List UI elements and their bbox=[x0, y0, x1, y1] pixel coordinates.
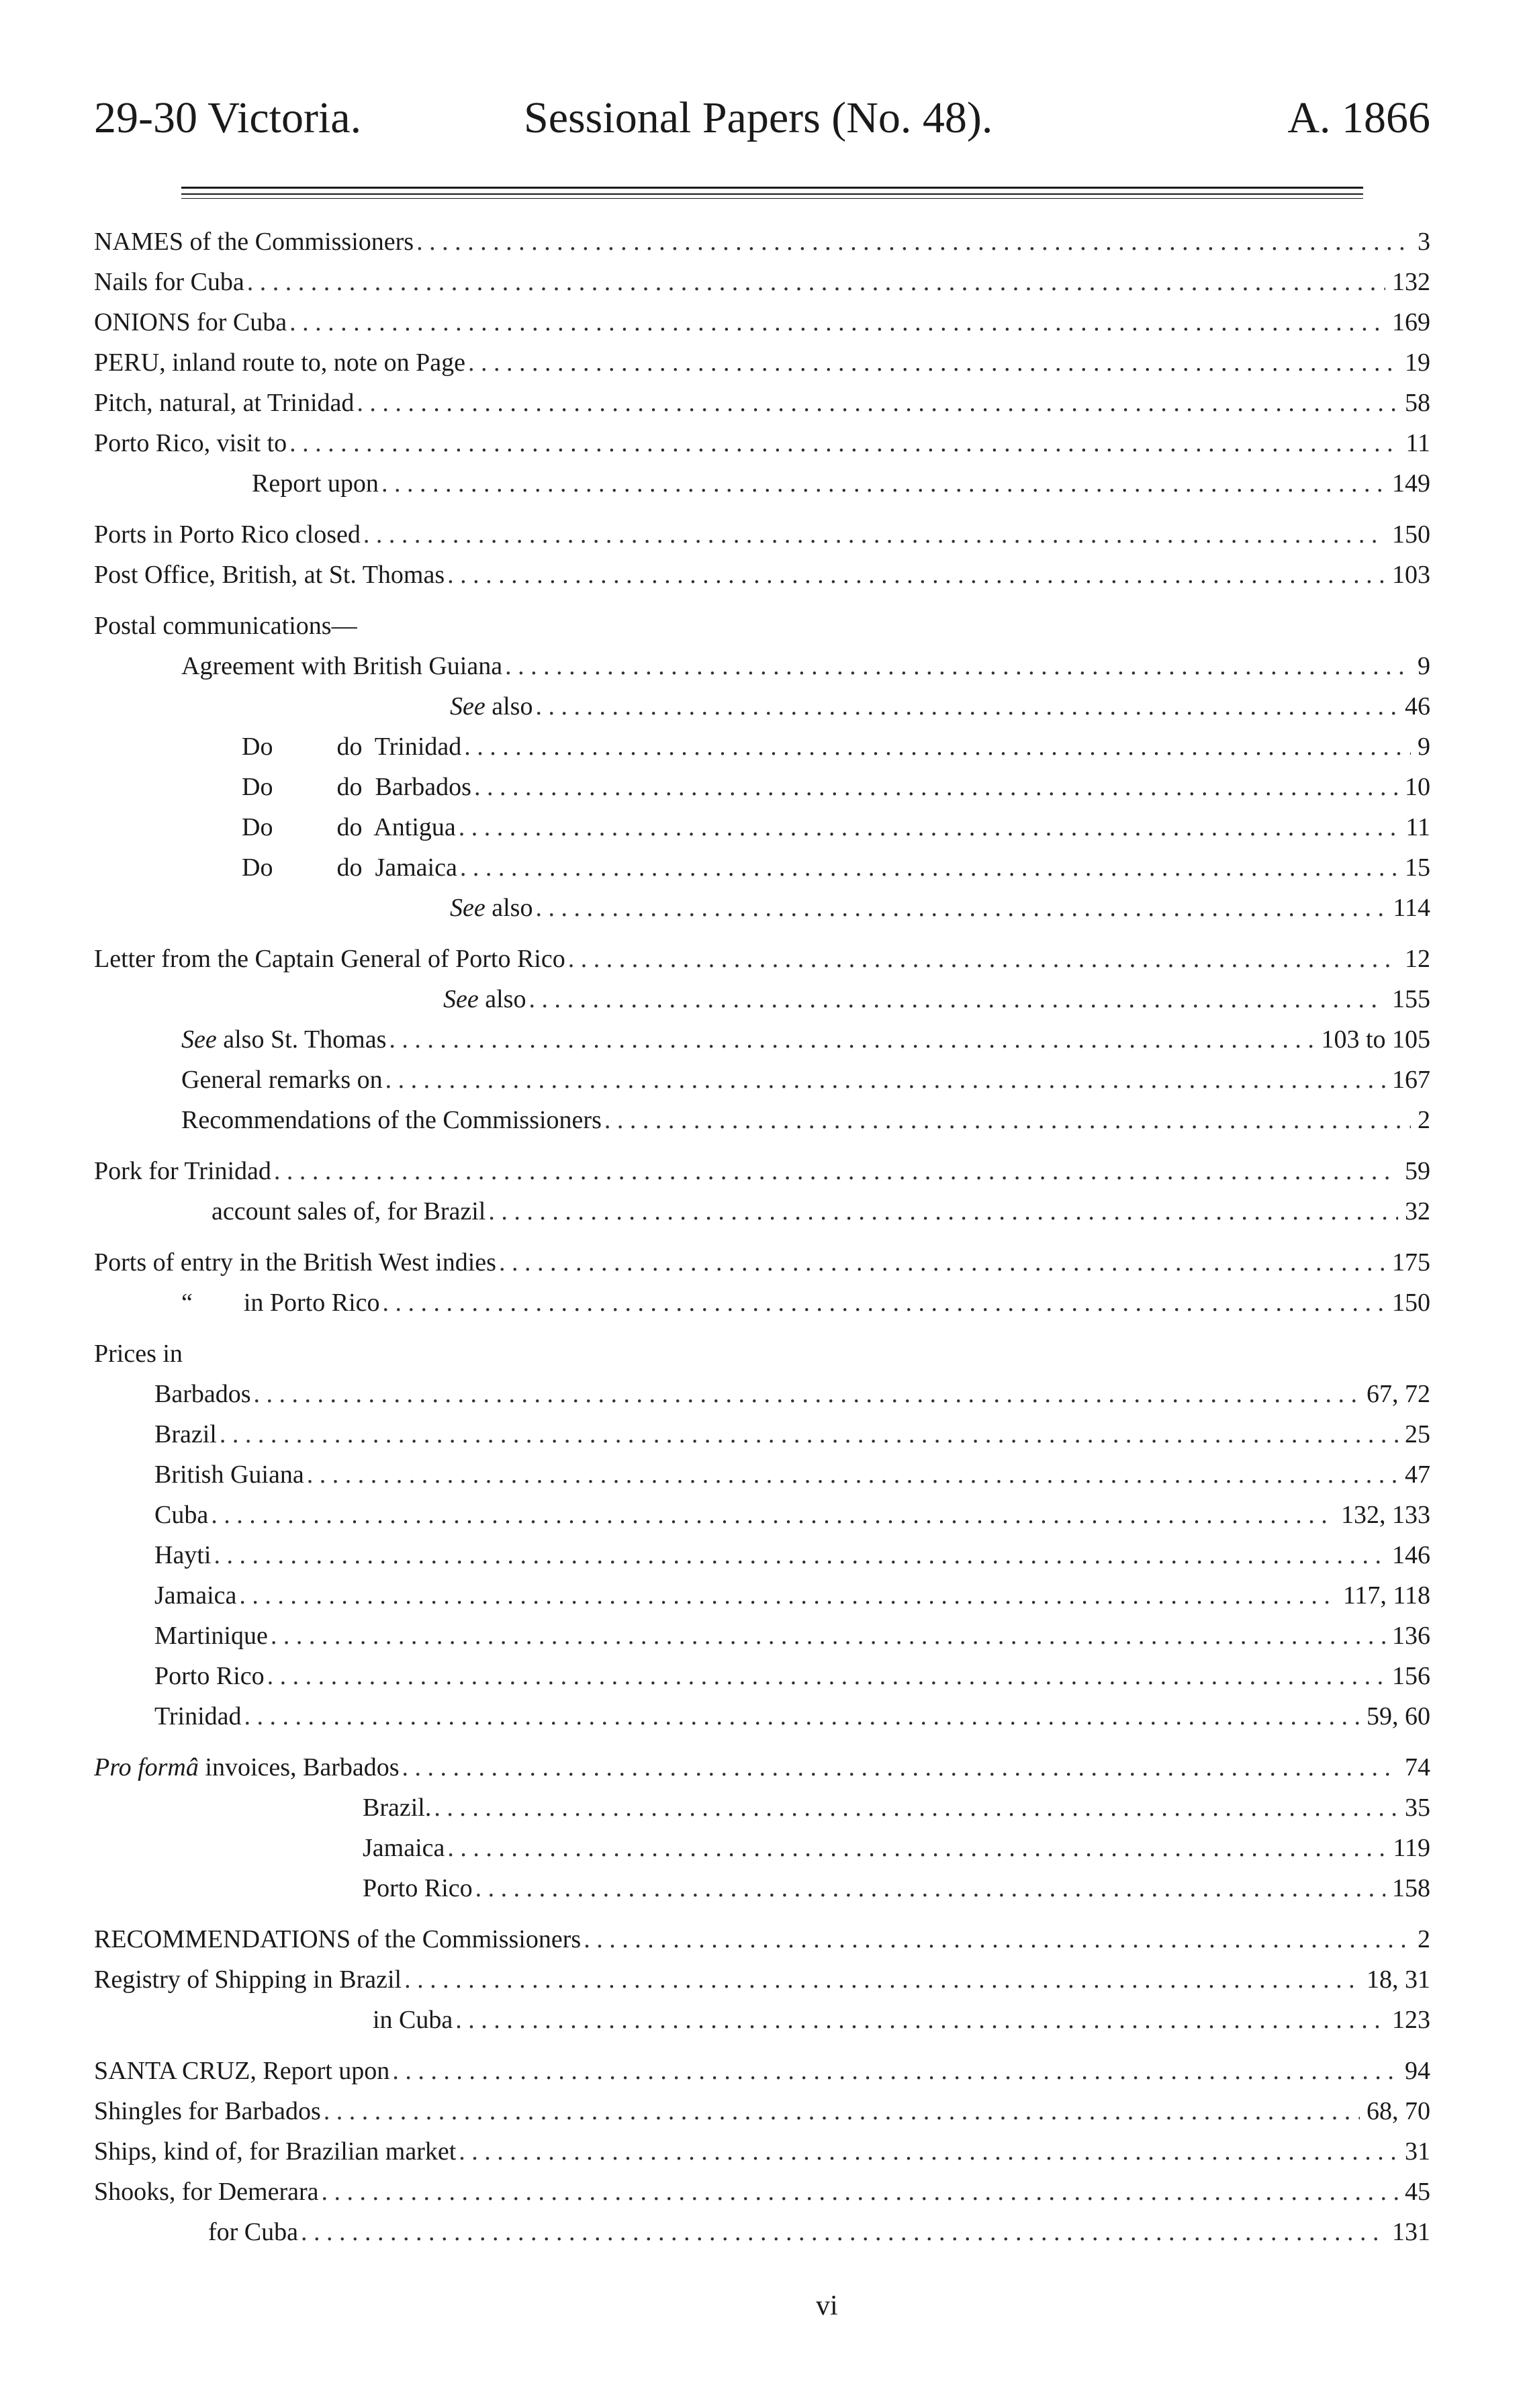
index-entry-page: 155 bbox=[1392, 985, 1430, 1013]
index-entry-label: Jamaica bbox=[154, 1581, 237, 1610]
index-entry-page: 132 bbox=[1392, 268, 1430, 296]
index-entry-page: 18, 31 bbox=[1367, 1965, 1430, 1994]
dot-leader bbox=[447, 1828, 1386, 1868]
index-entry bbox=[94, 1788, 1430, 1828]
index-entry-page: 35 bbox=[1405, 1794, 1430, 1822]
index-entry-label: RECOMMENDATIONS of the Commissioners bbox=[94, 1925, 582, 1953]
index-entry bbox=[94, 2212, 1430, 2252]
index-entry-label: Do do Jamaica bbox=[242, 853, 457, 882]
dot-leader bbox=[584, 1919, 1411, 1959]
dot-leader bbox=[475, 1868, 1385, 1908]
index-entry-page: 68, 70 bbox=[1367, 2097, 1430, 2125]
index-entry bbox=[94, 686, 1430, 727]
index-entry-label: Brazil bbox=[154, 1420, 217, 1448]
dot-leader bbox=[604, 1100, 1411, 1140]
index-entry-page: 47 bbox=[1405, 1461, 1430, 1489]
index-entry-page: 15 bbox=[1405, 853, 1430, 882]
index-entry-page: 31 bbox=[1405, 2137, 1430, 2166]
dot-leader bbox=[211, 1495, 1334, 1535]
dot-leader bbox=[274, 1151, 1398, 1191]
index-entry-page: 167 bbox=[1392, 1066, 1430, 1094]
index-entry-label: Shingles for Barbados bbox=[94, 2097, 321, 2125]
header-rule bbox=[181, 198, 1363, 199]
index-entry-page: 117, 118 bbox=[1342, 1581, 1430, 1610]
dot-leader bbox=[459, 2131, 1398, 2172]
index-entry-page: 136 bbox=[1392, 1622, 1430, 1650]
index-entry-label: Barbados bbox=[154, 1380, 251, 1408]
index-entry bbox=[94, 767, 1430, 807]
dot-leader bbox=[392, 2051, 1398, 2091]
header-title: Sessional Papers (No. 48). bbox=[524, 93, 993, 142]
dot-leader bbox=[247, 262, 1385, 302]
index-entry-page: 11 bbox=[1405, 813, 1430, 841]
index-entry bbox=[94, 1151, 1430, 1191]
index-entry-label: account sales of, for Brazil bbox=[212, 1197, 486, 1225]
index-entry bbox=[94, 1535, 1430, 1575]
index-entry-page: 45 bbox=[1405, 2178, 1430, 2206]
index-entry-page: 94 bbox=[1405, 2057, 1430, 2085]
index-entry-label: Pro formâ invoices, Barbados bbox=[94, 1753, 400, 1781]
index-entry-label: Report upon bbox=[252, 469, 379, 498]
index-entry-page: 9 bbox=[1418, 652, 1430, 680]
dot-leader bbox=[505, 646, 1411, 686]
dot-leader bbox=[402, 1747, 1398, 1788]
index-entry-page: 32 bbox=[1405, 1197, 1430, 1225]
page-folio: vi bbox=[816, 2290, 838, 2321]
index-entry-page: 156 bbox=[1392, 1662, 1430, 1690]
index-entry-label: Porto Rico bbox=[154, 1662, 265, 1690]
index-entry-page: 103 bbox=[1392, 561, 1430, 589]
index-entry-page: 11 bbox=[1405, 429, 1430, 457]
index-entry bbox=[94, 847, 1430, 888]
index-entry-label: Ports in Porto Rico closed bbox=[94, 520, 361, 549]
index-entry bbox=[94, 1696, 1430, 1736]
dot-leader bbox=[381, 463, 1385, 504]
index-entry-label: PERU, inland route to, note on Page bbox=[94, 349, 466, 377]
index-entry bbox=[94, 302, 1430, 342]
index-entry-label: in Cuba bbox=[373, 2006, 453, 2034]
dot-leader bbox=[289, 302, 1385, 342]
index-entry bbox=[94, 1828, 1430, 1868]
dot-leader bbox=[383, 1283, 1385, 1323]
index-entry bbox=[94, 1868, 1430, 1908]
index-entry-page: 25 bbox=[1405, 1420, 1430, 1448]
index-page bbox=[94, 0, 1430, 2408]
index-entry bbox=[94, 262, 1430, 302]
index-entry bbox=[94, 606, 1430, 646]
index-entry-label: Porto Rico, visit to bbox=[94, 429, 287, 457]
index-entry-label: Ports of entry in the British West indies bbox=[94, 1248, 496, 1277]
index-entry-label: General remarks on bbox=[181, 1066, 383, 1094]
dot-leader bbox=[244, 1696, 1360, 1736]
index-entry-page: 175 bbox=[1392, 1248, 1430, 1277]
index-entry-label: Hayti bbox=[154, 1541, 212, 1569]
dot-leader bbox=[307, 1454, 1398, 1495]
index-entry-label: Agreement with British Guiana bbox=[181, 652, 503, 680]
index-entry-label: Prices in bbox=[94, 1340, 183, 1368]
index-entry bbox=[94, 1283, 1430, 1323]
dot-leader bbox=[535, 888, 1386, 928]
dot-leader bbox=[568, 939, 1398, 979]
index-entry bbox=[94, 1747, 1430, 1788]
index-entry bbox=[94, 1959, 1430, 2000]
index-entry-label: Pitch, natural, at Trinidad bbox=[94, 389, 355, 417]
index-entry-label: NAMES of the Commissioners bbox=[94, 228, 414, 256]
index-entry-label: Trinidad bbox=[154, 1702, 242, 1730]
dot-leader bbox=[528, 979, 1385, 1019]
index-entry-page: 59 bbox=[1405, 1157, 1430, 1185]
index-entry-page: 10 bbox=[1405, 773, 1430, 801]
index-entry-page: 67, 72 bbox=[1367, 1380, 1430, 1408]
dot-leader bbox=[254, 1374, 1360, 1414]
dot-leader bbox=[468, 342, 1398, 383]
index-entry bbox=[94, 1919, 1430, 1959]
index-entry bbox=[94, 383, 1430, 423]
dot-leader bbox=[271, 1616, 1385, 1656]
index-entry-page: 123 bbox=[1392, 2006, 1430, 2034]
index-entry-page: 3 bbox=[1418, 228, 1430, 256]
index-entry-label: Ships, kind of, for Brazilian market bbox=[94, 2137, 457, 2166]
index-entry-label: SANTA CRUZ, Report upon bbox=[94, 2057, 390, 2085]
index-entry bbox=[94, 463, 1430, 504]
dot-leader bbox=[455, 2000, 1385, 2040]
header-year: A. 1866 bbox=[1287, 93, 1430, 142]
index-entry-page: 119 bbox=[1393, 1834, 1430, 1862]
index-entry bbox=[94, 888, 1430, 928]
index-entry bbox=[94, 222, 1430, 262]
index-entry-label: Registry of Shipping in Brazil bbox=[94, 1965, 402, 1994]
index-entry bbox=[94, 2131, 1430, 2172]
dot-leader bbox=[447, 555, 1385, 595]
index-entry-page: 74 bbox=[1405, 1753, 1430, 1781]
index-entry-page: 19 bbox=[1405, 349, 1430, 377]
index-entry-label: See also St. Thomas bbox=[181, 1025, 387, 1054]
index-entry bbox=[94, 2172, 1430, 2212]
index-entry-page: 169 bbox=[1392, 308, 1430, 336]
index-entry bbox=[94, 1019, 1430, 1060]
index-entry-page: 158 bbox=[1392, 1874, 1430, 1902]
dot-leader bbox=[324, 2091, 1360, 2131]
index-entry bbox=[94, 1374, 1430, 1414]
index-entry-page: 59, 60 bbox=[1367, 1702, 1430, 1730]
header-rule bbox=[181, 193, 1363, 195]
dot-leader bbox=[416, 222, 1411, 262]
dot-leader bbox=[459, 807, 1399, 847]
index-entry-label: Martinique bbox=[154, 1622, 268, 1650]
dot-leader bbox=[404, 1959, 1360, 2000]
index-entry bbox=[94, 807, 1430, 847]
index-entry bbox=[94, 1575, 1430, 1616]
index-entry-label: Postal communications— bbox=[94, 612, 357, 640]
dot-leader bbox=[474, 767, 1398, 807]
dot-leader bbox=[239, 1575, 1336, 1616]
index-entry bbox=[94, 514, 1430, 555]
index-entry bbox=[94, 1454, 1430, 1495]
index-entry-page: 114 bbox=[1393, 894, 1430, 922]
index-entry-page: 146 bbox=[1392, 1541, 1430, 1569]
index-entry bbox=[94, 1060, 1430, 1100]
dot-leader bbox=[267, 1656, 1385, 1696]
index-entry-page: 150 bbox=[1392, 520, 1430, 549]
index-entry bbox=[94, 1495, 1430, 1535]
index-entry-label: Shooks, for Demerara bbox=[94, 2178, 319, 2206]
index-entry bbox=[94, 423, 1430, 463]
index-entry-label: Jamaica bbox=[363, 1834, 445, 1862]
index-entry bbox=[94, 2091, 1430, 2131]
index-entry-label: British Guiana bbox=[154, 1461, 304, 1489]
dot-leader bbox=[214, 1535, 1385, 1575]
index-entry-page: 132, 133 bbox=[1341, 1501, 1430, 1529]
index-entry bbox=[94, 2051, 1430, 2091]
index-entry-page: 12 bbox=[1405, 945, 1430, 973]
index-entry bbox=[94, 1100, 1430, 1140]
dot-leader bbox=[301, 2212, 1385, 2252]
index-entry bbox=[94, 342, 1430, 383]
index-entry bbox=[94, 727, 1430, 767]
index-entry bbox=[94, 1656, 1430, 1696]
dot-leader bbox=[357, 383, 1398, 423]
dot-leader bbox=[389, 1019, 1314, 1060]
index-entry-page: 2 bbox=[1418, 1925, 1430, 1953]
index-entries bbox=[94, 222, 1430, 2252]
index-entry-label: Do do Barbados bbox=[242, 773, 471, 801]
index-entry-label: Recommendations of the Commissioners bbox=[181, 1106, 602, 1134]
index-entry-page: 103 to 105 bbox=[1321, 1025, 1430, 1054]
index-entry-label: Do do Trinidad bbox=[242, 733, 462, 761]
index-entry-label: Nails for Cuba bbox=[94, 268, 244, 296]
index-entry-page: 9 bbox=[1418, 733, 1430, 761]
dot-leader bbox=[322, 2172, 1398, 2212]
index-entry-label: for Cuba bbox=[208, 2218, 299, 2246]
dot-leader bbox=[220, 1414, 1398, 1454]
header-rule bbox=[181, 187, 1363, 189]
index-entry-page: 131 bbox=[1392, 2218, 1430, 2246]
index-entry-page: 150 bbox=[1392, 1289, 1430, 1317]
index-entry-page: 46 bbox=[1405, 692, 1430, 721]
index-entry bbox=[94, 2000, 1430, 2040]
index-entry bbox=[94, 1616, 1430, 1656]
index-entry-label: Letter from the Captain General of Porto Rico bbox=[94, 945, 565, 973]
dot-leader bbox=[385, 1060, 1385, 1100]
index-entry-label: ONIONS for Cuba bbox=[94, 308, 287, 336]
index-entry-label: See also bbox=[450, 894, 533, 922]
index-entry bbox=[94, 1334, 1430, 1374]
index-entry bbox=[94, 1242, 1430, 1283]
index-entry-label: See also bbox=[443, 985, 526, 1013]
index-entry-label: Post Office, British, at St. Thomas bbox=[94, 561, 445, 589]
index-entry-label: See also bbox=[450, 692, 533, 721]
dot-leader bbox=[460, 847, 1398, 888]
dot-leader bbox=[535, 686, 1398, 727]
dot-leader bbox=[488, 1191, 1398, 1232]
index-entry bbox=[94, 1414, 1430, 1454]
index-entry bbox=[94, 555, 1430, 595]
index-entry-page: 149 bbox=[1392, 469, 1430, 498]
index-entry bbox=[94, 979, 1430, 1019]
index-entry-page: 58 bbox=[1405, 389, 1430, 417]
dot-leader bbox=[464, 727, 1411, 767]
index-entry bbox=[94, 1191, 1430, 1232]
index-entry-page: 2 bbox=[1418, 1106, 1430, 1134]
index-entry-label: Pork for Trinidad bbox=[94, 1157, 271, 1185]
dot-leader bbox=[434, 1788, 1398, 1828]
index-entry-label: “ in Porto Rico bbox=[181, 1289, 380, 1317]
index-entry-label: Cuba bbox=[154, 1501, 209, 1529]
dot-leader bbox=[363, 514, 1385, 555]
dot-leader bbox=[499, 1242, 1385, 1283]
header-volume: 29-30 Victoria. bbox=[94, 93, 362, 142]
dot-leader bbox=[289, 423, 1399, 463]
index-entry bbox=[94, 939, 1430, 979]
index-entry-label: Brazil. bbox=[363, 1794, 432, 1822]
index-entry-label: Do do Antigua bbox=[242, 813, 456, 841]
index-entry-label: Porto Rico bbox=[363, 1874, 473, 1902]
running-header bbox=[94, 93, 1430, 153]
index-entry bbox=[94, 646, 1430, 686]
